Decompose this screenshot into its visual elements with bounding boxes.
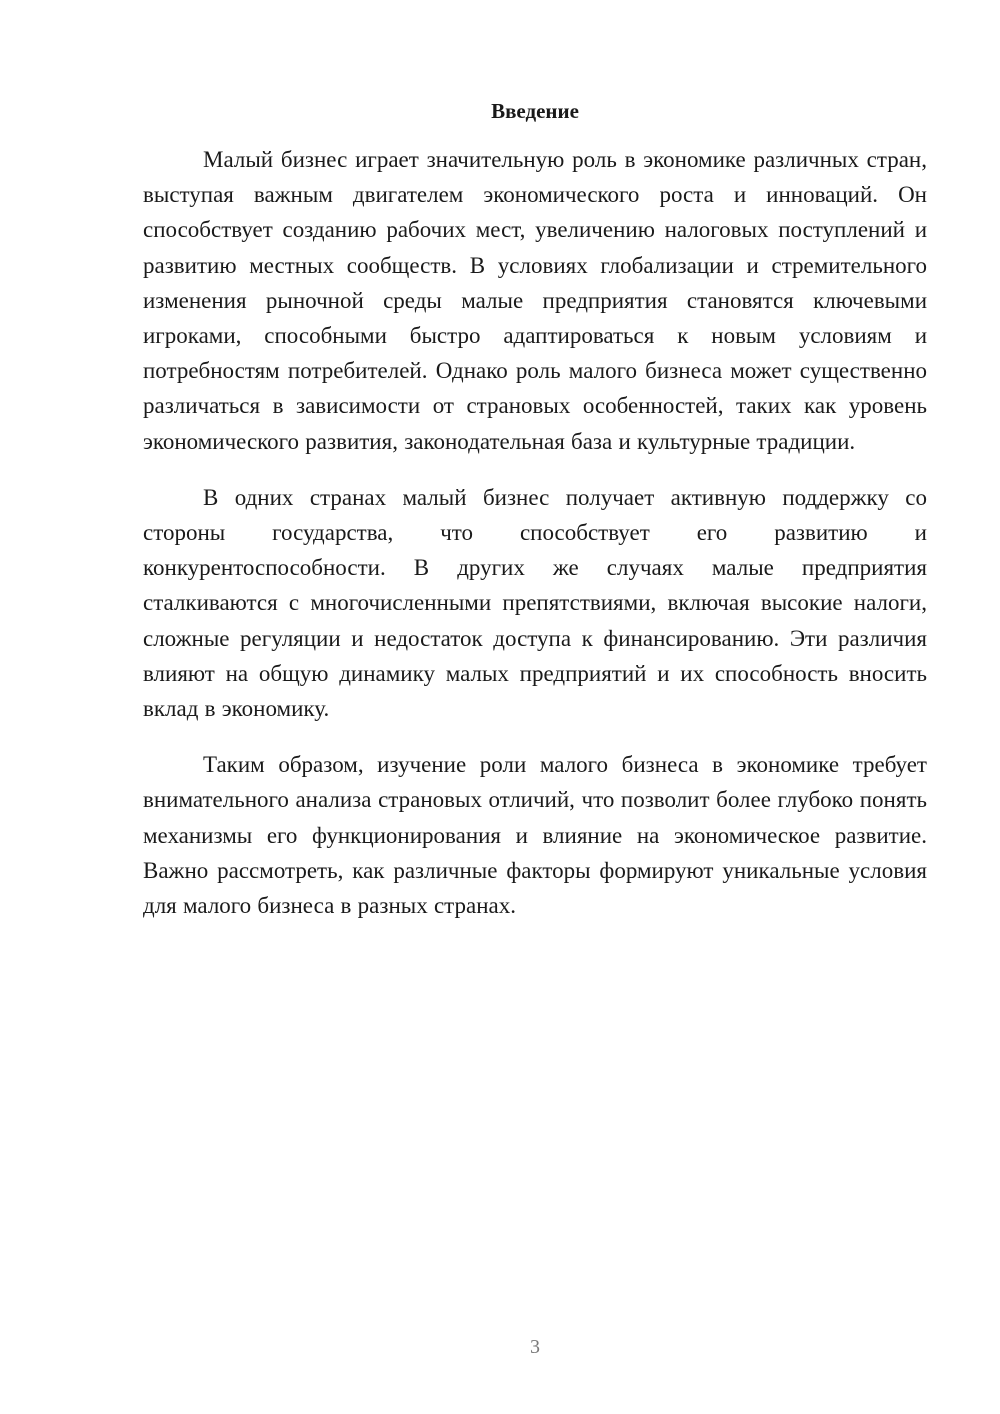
paragraph-3: Таким образом, изучение роли малого бизнеса в экономике требует внимательного анализа страновых отличий, что позволит более глубоко понять механизмы его функционирования и влияние на экономическое развитие. Важно рассмотреть, как различные факторы формируют уникальные условия для малого бизнеса в разных странах. — [143, 752, 927, 919]
paragraph-1: Малый бизнес играет значительную роль в экономике различных стран, выступая важным двигателем экономического роста и инноваций. Он способствует созданию рабочих мест, увеличению налоговых поступлений и развитию местных сообществ. В условиях глобализации и стремительного изменения рыночной среды малые предприятия становятся ключевыми игроками, способными быстро адаптироваться к новым условиям и потребностям потребителей. Однако роль малого бизнеса может существенно различаться в зависимости от страновых особенностей, таких как уровень экономического развития, законодательная база и культурные традиции. — [143, 147, 927, 454]
body-text — [143, 142, 927, 944]
paragraph-2: В одних странах малый бизнес получает активную поддержку со стороны государства, что способствует его развитию и конкурентоспособности. В других же случаях малые предприятия сталкиваются с многочисленными препятствиями, включая высокие налоги, сложные регуляции и недостаток доступа к финансированию. Эти различия влияют на общую динамику малых предприятий и их способность вносить вклад в экономику. — [143, 484, 927, 722]
section-heading: Введение — [491, 99, 579, 123]
page-number: 3 — [530, 1336, 540, 1358]
